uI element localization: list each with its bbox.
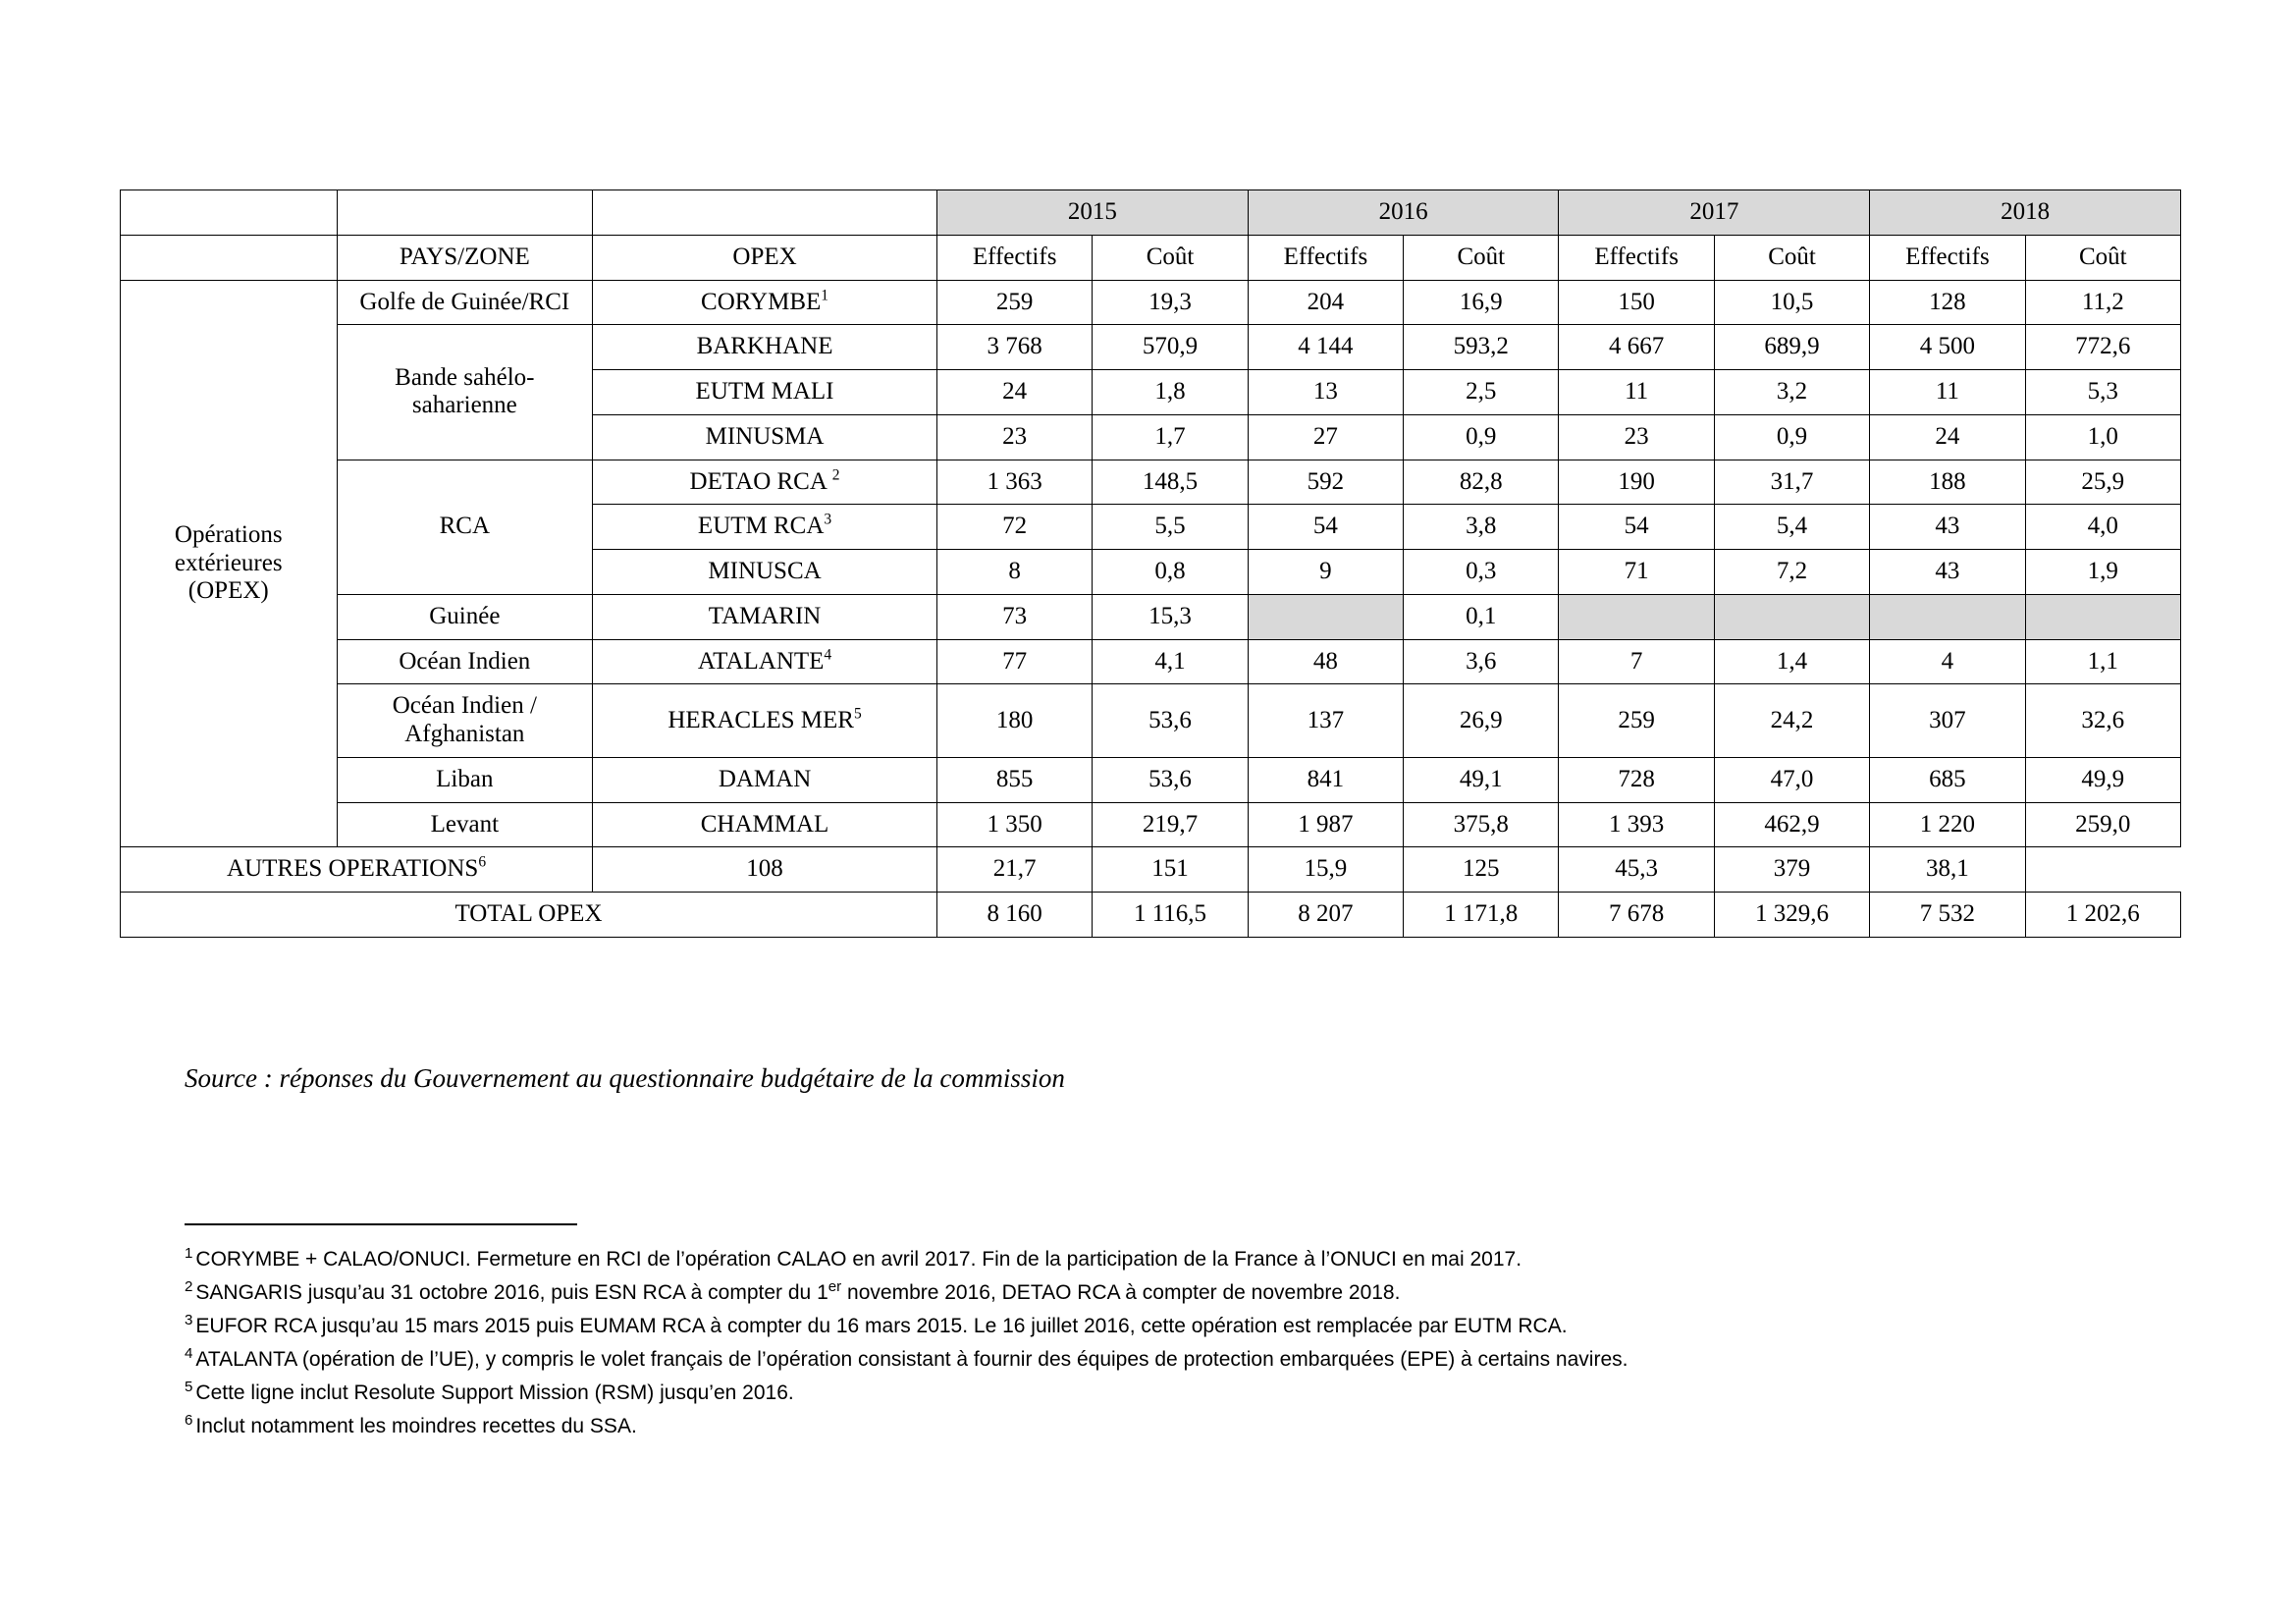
value-cell: 204 — [1248, 280, 1403, 325]
value-cell: 38,1 — [1870, 847, 2025, 893]
corner-blank-cell-4 — [121, 235, 338, 280]
value-cell: 841 — [1248, 757, 1403, 802]
operation-name-cell: CHAMMAL — [593, 802, 937, 847]
value-cell: 3,8 — [1404, 505, 1559, 550]
operation-name-cell: DAMAN — [593, 757, 937, 802]
value-cell: 0,9 — [1404, 414, 1559, 460]
value-cell: 43 — [1870, 550, 2025, 595]
table-header-years — [121, 190, 2181, 236]
value-cell: 1 220 — [1870, 802, 2025, 847]
value-cell: 4 — [1870, 639, 2025, 684]
value-cell: 190 — [1559, 460, 1714, 505]
value-cell: 32,6 — [2025, 684, 2180, 758]
value-cell: 73 — [936, 594, 1092, 639]
table-row — [121, 757, 2181, 802]
value-cell: 1,4 — [1714, 639, 1869, 684]
value-cell: 72 — [936, 505, 1092, 550]
value-cell: 15,3 — [1093, 594, 1248, 639]
footnote-separator — [185, 1223, 577, 1225]
corner-blank-cell-3 — [593, 190, 937, 236]
value-cell: 7 — [1559, 639, 1714, 684]
total-value-cell: 7 532 — [1870, 893, 2025, 938]
value-cell: 3,6 — [1404, 639, 1559, 684]
table-row-autres-operations — [121, 847, 2181, 893]
value-cell: 8 — [936, 550, 1092, 595]
total-value-cell: 1 116,5 — [1093, 893, 1248, 938]
column-header-opex: OPEX — [593, 235, 937, 280]
value-cell: 151 — [1093, 847, 1248, 893]
value-cell: 45,3 — [1559, 847, 1714, 893]
value-cell: 24 — [1870, 414, 2025, 460]
autres-operations-label: AUTRES OPERATIONS$^6$ — [121, 847, 593, 893]
value-cell: 150 — [1559, 280, 1714, 325]
table-row — [121, 594, 2181, 639]
table-header-subcolumns — [121, 235, 2181, 280]
year-header-2016: 2016 — [1248, 190, 1559, 236]
opex-budget-table — [120, 189, 2181, 938]
year-header-2018: 2018 — [1870, 190, 2181, 236]
value-cell: 1 350 — [936, 802, 1092, 847]
zone-cell: Bande sahélo- saharienne — [337, 325, 593, 460]
value-cell: 43 — [1870, 505, 2025, 550]
value-cell: 307 — [1870, 684, 2025, 758]
column-header-cout-2017: Coût — [1714, 235, 1869, 280]
value-cell — [1870, 594, 2025, 639]
operation-name-cell: EUTM MALI — [593, 370, 937, 415]
value-cell: 23 — [1559, 414, 1714, 460]
operation-name-cell: MINUSMA — [593, 414, 937, 460]
value-cell: 49,1 — [1404, 757, 1559, 802]
value-cell: 570,9 — [1093, 325, 1248, 370]
footnote-item: $^3$ EUFOR RCA jusqu’au 15 mars 2015 puis EUMAM RCA à compter du 16 mars 2015. Le 16 juillet 2016, cette opération est remplacée par EUTM RCA. — [185, 1312, 1568, 1338]
operation-name-cell: HERACLES MER$^5$ — [593, 684, 937, 758]
value-cell — [1248, 594, 1403, 639]
operation-name-cell: MINUSCA — [593, 550, 937, 595]
value-cell: 1,7 — [1093, 414, 1248, 460]
table-row — [121, 280, 2181, 325]
value-cell: 53,6 — [1093, 757, 1248, 802]
value-cell: 259,0 — [2025, 802, 2180, 847]
value-cell: 1,9 — [2025, 550, 2180, 595]
value-cell: 13 — [1248, 370, 1403, 415]
value-cell: 54 — [1248, 505, 1403, 550]
value-cell: 11 — [1559, 370, 1714, 415]
table-row-total — [121, 893, 2181, 938]
table-row — [121, 460, 2181, 505]
zone-cell: Guinée — [337, 594, 593, 639]
zone-cell: Levant — [337, 802, 593, 847]
value-cell: 11 — [1870, 370, 2025, 415]
value-cell: 4 500 — [1870, 325, 2025, 370]
value-cell: 1,0 — [2025, 414, 2180, 460]
value-cell: 23 — [936, 414, 1092, 460]
corner-blank-cell — [121, 190, 338, 236]
value-cell: 24 — [936, 370, 1092, 415]
row-group-label-opex: Opérations extérieures (OPEX) — [121, 280, 338, 847]
operation-name-cell: EUTM RCA$^3$ — [593, 505, 937, 550]
value-cell: 728 — [1559, 757, 1714, 802]
value-cell: 128 — [1870, 280, 2025, 325]
value-cell: 25,9 — [2025, 460, 2180, 505]
value-cell: 108 — [593, 847, 937, 893]
value-cell — [2025, 594, 2180, 639]
total-value-cell: 8 160 — [936, 893, 1092, 938]
value-cell: 685 — [1870, 757, 2025, 802]
value-cell: 772,6 — [2025, 325, 2180, 370]
zone-cell: Océan Indien / Afghanistan — [337, 684, 593, 758]
value-cell: 125 — [1404, 847, 1559, 893]
value-cell: 26,9 — [1404, 684, 1559, 758]
value-cell: 3,2 — [1714, 370, 1869, 415]
zone-cell: Océan Indien — [337, 639, 593, 684]
total-value-cell: 8 207 — [1248, 893, 1403, 938]
value-cell: 15,9 — [1248, 847, 1403, 893]
value-cell: 462,9 — [1714, 802, 1869, 847]
value-cell: 1,1 — [2025, 639, 2180, 684]
value-cell — [1714, 594, 1869, 639]
value-cell: 4 144 — [1248, 325, 1403, 370]
value-cell — [1559, 594, 1714, 639]
footnote-item: $^4$ ATALANTA (opération de l’UE), y compris le volet français de l’opération consistant à fournir des équipes de protection embarquées (EPE) à certains navires. — [185, 1345, 1629, 1372]
operation-name-cell: DETAO RCA $^2$ — [593, 460, 937, 505]
value-cell: 4,1 — [1093, 639, 1248, 684]
opex-table-container — [120, 189, 2181, 938]
value-cell: 71 — [1559, 550, 1714, 595]
column-header-effectifs-2016: Effectifs — [1248, 235, 1403, 280]
total-value-cell: 7 678 — [1559, 893, 1714, 938]
column-header-cout-2016: Coût — [1404, 235, 1559, 280]
value-cell: 1,8 — [1093, 370, 1248, 415]
year-header-2015: 2015 — [936, 190, 1248, 236]
value-cell: 219,7 — [1093, 802, 1248, 847]
value-cell: 7,2 — [1714, 550, 1869, 595]
value-cell: 19,3 — [1093, 280, 1248, 325]
operation-name-cell: TAMARIN — [593, 594, 937, 639]
value-cell: 148,5 — [1093, 460, 1248, 505]
value-cell: 48 — [1248, 639, 1403, 684]
operation-name-cell: BARKHANE — [593, 325, 937, 370]
table-row — [121, 325, 2181, 370]
footnote-item: $^2$ SANGARIS jusqu’au 31 octobre 2016, puis ESN RCA à compter du 1er novembre 2016, DETAO RCA à compter de novembre 2018. — [185, 1278, 1401, 1305]
value-cell: 31,7 — [1714, 460, 1869, 505]
table-row — [121, 639, 2181, 684]
value-cell: 1 363 — [936, 460, 1092, 505]
value-cell: 855 — [936, 757, 1092, 802]
value-cell: 1 393 — [1559, 802, 1714, 847]
value-cell: 5,5 — [1093, 505, 1248, 550]
column-header-effectifs-2017: Effectifs — [1559, 235, 1714, 280]
value-cell: 593,2 — [1404, 325, 1559, 370]
value-cell: 379 — [1714, 847, 1869, 893]
value-cell: 16,9 — [1404, 280, 1559, 325]
value-cell: 5,4 — [1714, 505, 1869, 550]
value-cell: 54 — [1559, 505, 1714, 550]
value-cell: 5,3 — [2025, 370, 2180, 415]
table-row — [121, 802, 2181, 847]
zone-cell: Golfe de Guinée/RCI — [337, 280, 593, 325]
total-label: TOTAL OPEX — [121, 893, 937, 938]
value-cell: 53,6 — [1093, 684, 1248, 758]
zone-cell: RCA — [337, 460, 593, 594]
operation-name-cell: ATALANTE$^4$ — [593, 639, 937, 684]
column-header-cout-2018: Coût — [2025, 235, 2180, 280]
footnotes-block — [185, 1243, 2050, 1443]
value-cell: 259 — [1559, 684, 1714, 758]
value-cell: 4,0 — [2025, 505, 2180, 550]
table-body — [121, 280, 2181, 937]
value-cell: 188 — [1870, 460, 2025, 505]
value-cell: 180 — [936, 684, 1092, 758]
value-cell: 137 — [1248, 684, 1403, 758]
value-cell: 24,2 — [1714, 684, 1869, 758]
footnote-item: $^6$ Inclut notamment les moindres recettes du SSA. — [185, 1412, 637, 1438]
value-cell: 82,8 — [1404, 460, 1559, 505]
value-cell: 10,5 — [1714, 280, 1869, 325]
value-cell: 1 987 — [1248, 802, 1403, 847]
column-header-cout-2015: Coût — [1093, 235, 1248, 280]
source-note: Source : réponses du Gouvernement au questionnaire budgétaire de la commission — [185, 1063, 1065, 1093]
footnote-item: $^1$ CORYMBE + CALAO/ONUCI. Fermeture en RCI de l’opération CALAO en avril 2017. Fin de la participation de la France à l’ONUCI en mai 2017. — [185, 1245, 1522, 1271]
value-cell: 49,9 — [2025, 757, 2180, 802]
footnote-item: $^5$ Cette ligne inclut Resolute Support Mission (RSM) jusqu’en 2016. — [185, 1379, 794, 1405]
value-cell: 0,9 — [1714, 414, 1869, 460]
value-cell: 77 — [936, 639, 1092, 684]
value-cell: 11,2 — [2025, 280, 2180, 325]
year-header-2017: 2017 — [1559, 190, 1870, 236]
value-cell: 4 667 — [1559, 325, 1714, 370]
corner-blank-cell-2 — [337, 190, 593, 236]
value-cell: 0,1 — [1404, 594, 1559, 639]
table-row — [121, 684, 2181, 758]
value-cell: 0,3 — [1404, 550, 1559, 595]
value-cell: 2,5 — [1404, 370, 1559, 415]
value-cell: 689,9 — [1714, 325, 1869, 370]
column-header-effectifs-2018: Effectifs — [1870, 235, 2025, 280]
value-cell: 259 — [936, 280, 1092, 325]
value-cell: 375,8 — [1404, 802, 1559, 847]
total-value-cell: 1 329,6 — [1714, 893, 1869, 938]
value-cell: 47,0 — [1714, 757, 1869, 802]
operation-name-cell: CORYMBE$^1$ — [593, 280, 937, 325]
total-value-cell: 1 202,6 — [2025, 893, 2180, 938]
column-header-effectifs-2015: Effectifs — [936, 235, 1092, 280]
zone-cell: Liban — [337, 757, 593, 802]
value-cell: 27 — [1248, 414, 1403, 460]
value-cell: 3 768 — [936, 325, 1092, 370]
value-cell: 21,7 — [936, 847, 1092, 893]
value-cell: 9 — [1248, 550, 1403, 595]
column-header-zone: PAYS/ZONE — [337, 235, 593, 280]
value-cell: 0,8 — [1093, 550, 1248, 595]
total-value-cell: 1 171,8 — [1404, 893, 1559, 938]
value-cell: 592 — [1248, 460, 1403, 505]
